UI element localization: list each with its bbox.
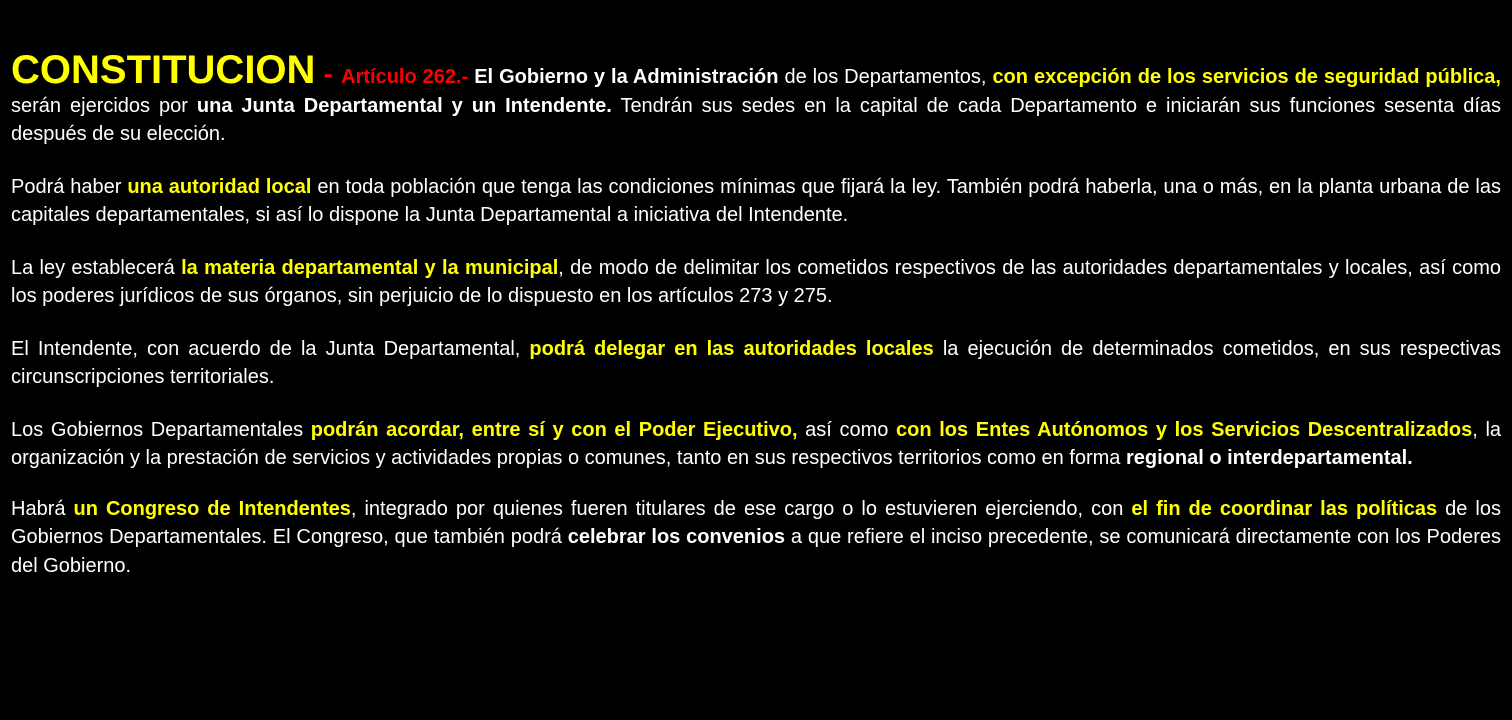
p1-text-2: serán ejercidos por [11,94,197,117]
p2-highlight-1: una autoridad local [127,175,312,198]
p2-text-1: Podrá haber [11,175,128,198]
p4-text-2: la ejecución de determinados cometidos, en sus respectivas circunscripciones territoriales. [11,337,1501,388]
title-dash: - [315,58,342,89]
p4-text-1: El Intendente, con acuerdo de la Junta Departamental, [11,337,530,360]
paragraph-article-262 [11,50,1501,149]
p2-text-2: en toda población que tenga las condiciones mínimas que fijará la ley. También podrá haberla, una o más, en la planta urbana de las capitales departamentales, si así lo dispone la Junta Departamental a iniciativa del Intendente. [11,175,1501,226]
p1-bold-2: una Junta Departamental y un Intendente. [196,94,612,117]
p1-bold-1: El Gobierno y la Administración [474,66,779,88]
p3-text-2: , de modo de delimitar los cometidos respectivos de las autoridades departamentales y locales, así como los poderes jurídicos de sus órganos, sin perjuicio de lo dispuesto en los artículos 273 y 275. [11,256,1501,307]
p6-highlight-1: un Congreso de Intendentes [73,497,351,520]
p5-highlight-1: podrán acordar, entre sí y con el Poder Ejecutivo, [310,418,798,441]
p1-highlight-1: con excepción de los servicios de seguridad pública, [992,66,1501,88]
p6-text-2: , integrado por quienes fueren titulares de ese cargo o lo estuvieren ejerciendo, con [350,497,1132,520]
slide-title: CONSTITUCION [11,48,316,92]
p6-bold-1: celebrar los convenios [567,526,786,548]
p1-text-3: Tendrán sus sedes en la capital de cada Departamento e iniciarán sus funciones sesenta días después de su elección. [11,94,1501,145]
paragraph-delegar [11,335,1501,392]
p5-bold-1: regional o interdepartamental. [1125,447,1413,469]
paragraph-acordar [11,416,1501,473]
p4-highlight-1: podrá delegar en las autoridades locales [529,337,934,360]
paragraph-autoridad-local [11,173,1501,230]
article-number: Artículo 262.- [341,66,469,88]
p3-text-1: La ley establecerá [11,256,182,279]
p6-highlight-2: el fin de coordinar las políticas [1131,497,1438,520]
p1-text-1: de los Departamentos, [778,66,993,88]
p6-text-1: Habrá [11,497,74,520]
p6-text-3: de los Gobiernos Departamentales. El Congreso, que también podrá [11,497,1501,548]
p5-highlight-2: con los Entes Autónomos y los Servicios Descentralizados [896,418,1473,441]
p3-highlight-1: la materia departamental y la municipal [181,256,559,279]
p5-text-3: , la organización y la prestación de servicios y actividades propias o comunes, tanto en sus respectivos territorios como en forma [11,418,1502,469]
p5-text-2: así como [797,418,897,441]
paragraph-materia-departamental [11,254,1501,311]
p6-text-4: a que refiere el inciso precedente, se comunicará directamente con los Poderes del Gobierno. [11,526,1502,577]
paragraph-congreso [11,495,1501,581]
constitution-slide [11,50,1501,604]
p5-text-1: Los Gobiernos Departamentales [11,418,311,441]
